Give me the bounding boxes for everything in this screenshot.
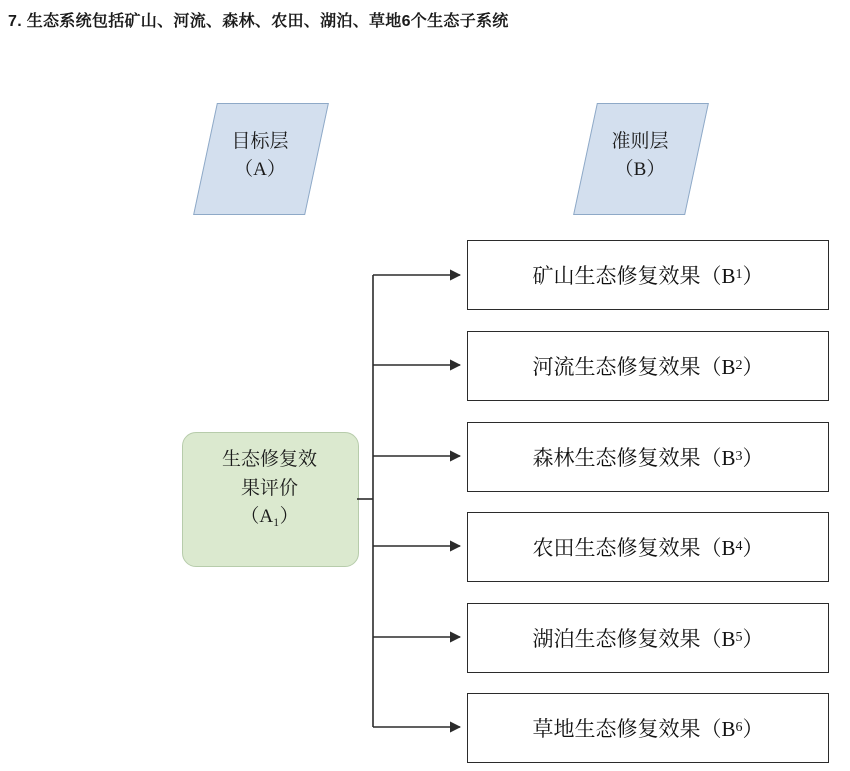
criteria-label-suffix: ） [742,355,764,379]
criteria-label-suffix: ） [742,264,764,288]
goal-layer-title-line1: 目标层 [231,131,289,152]
criteria-label-text: 农田生态修复效果（B [532,536,736,560]
goal-node-line2: 果评价 [240,477,298,499]
criteria-label-sub: 3 [735,449,743,464]
criteria-box [467,240,829,310]
criteria-label-text: 矿山生态修复效果（B [532,264,736,288]
criteria-layer-title-line2: （B） [614,158,666,180]
goal-layer-title-line2: （A） [234,158,286,180]
criteria-box [467,422,829,492]
page-title: 7. 生态系统包括矿山、河流、森林、农田、湖泊、草地6个生态子系统 [8,13,509,30]
criteria-label-text: 森林生态修复效果（B [532,446,736,470]
criteria-label-suffix: ） [742,536,764,560]
criteria-label-sub: 5 [735,630,743,645]
criteria-box [467,603,829,673]
criteria-label-text: 湖泊生态修复效果（B [532,627,736,651]
criteria-label-suffix: ） [742,627,764,651]
goal-node-line3: （A₁） [240,506,299,527]
goal-node-shape [182,432,359,567]
criteria-label-sub: 1 [735,267,743,282]
criteria-label-sub: 4 [735,539,743,554]
criteria-label-suffix: ） [742,717,764,741]
criteria-box [467,512,829,582]
criteria-layer-title-line1: 准则层 [611,131,669,152]
criteria-box [467,693,829,763]
criteria-label-sub: 2 [735,358,743,373]
criteria-label-suffix: ） [742,446,764,470]
goal-layer-header-shape [193,103,329,215]
criteria-label-text: 草地生态修复效果（B [532,717,736,741]
criteria-layer-header-shape [573,103,709,215]
criteria-label-text: 河流生态修复效果（B [532,355,736,379]
goal-node-line1: 生态修复效 [221,449,317,470]
criteria-box [467,331,829,401]
criteria-label-sub: 6 [735,720,743,735]
